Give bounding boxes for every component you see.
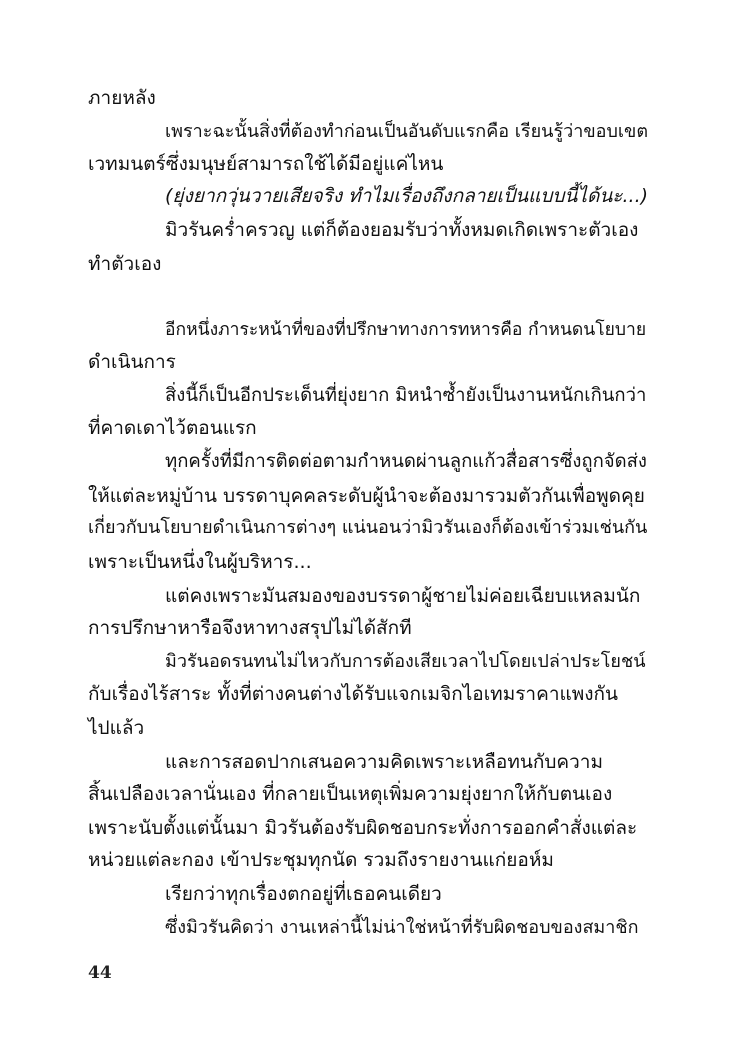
text-line: การปรึกษาหารือจึงหาทางสรุปไม่ได้สักที (88, 617, 412, 639)
text-line: ทำตัวเอง (88, 253, 162, 275)
text-line: หน่วยแต่ละกอง เข้าประชุมทุกนัด รวมถึงรายงานแก่ยอห์ม (88, 849, 554, 871)
text-line: แต่คงเพราะมันสมองของบรรดาผู้ชายไม่ค่อยเฉียบแหลมนัก (165, 585, 641, 607)
text-line: เวทมนตร์ซึ่งมนุษย์สามารถใช้ได้มีอยู่แค่ไหน (88, 153, 444, 175)
text-line: ทุกครั้งที่มีการติดต่อตามกำหนดผ่านลูกแก้วสื่อสารซึ่งถูกจัดส่ง (165, 451, 647, 472)
text-line: และการสอดปากเสนอความคิดเพราะเหลือทนกับความ (165, 751, 603, 773)
page-number: 44 (88, 963, 112, 983)
text-line: ให้แต่ละหมู่บ้าน บรรดาบุคคลระดับผู้นำจะต้องมารวมตัวกันเพื่อพูดคุย (88, 485, 645, 507)
text-line: ไปแล้ว (88, 717, 145, 739)
text-line: ที่คาดเดาไว้ตอนแรก (88, 417, 257, 439)
text-line: กับเรื่องไร้สาระ ทั้งที่ต่างคนต่างได้รับแจกเมจิกไอเทมราคาแพงกัน (88, 683, 619, 705)
text-line: มิวรันอดรนทนไม่ไหวกับการต้องเสียเวลาไปโดยเปล่าประโยชน์ (165, 651, 646, 672)
text-line: เพราะฉะนั้นสิ่งที่ต้องทำก่อนเป็นอันดับแรกคือ เรียนรู้ว่าขอบเขต (165, 121, 649, 142)
text-line: ภายหลัง (88, 87, 156, 109)
text-line-italic: (ยุ่งยากวุ่นวายเสียจริง ทำไมเรื่องถึงกลายเป็นแบบนี้ได้นะ...) (165, 185, 649, 207)
text-line: เพราะเป็นหนึ่งในผู้บริหาร... (88, 551, 312, 573)
text-line: เพราะนับตั้งแต่นั้นมา มิวรันต้องรับผิดชอบกระทั่งการออกคำสั่งแต่ละ (88, 817, 638, 839)
text-line: เรียกว่าทุกเรื่องตกอยู่ที่เธอคนเดียว (165, 883, 442, 905)
text-line: สิ้นเปลืองเวลานั่นเอง ที่กลายเป็นเหตุเพิ่มความยุ่งยากให้กับตนเอง (88, 783, 613, 805)
text-line: อีกหนึ่งภาระหน้าที่ของที่ปรึกษาทางการทหารคือ กำหนดนโยบาย (165, 320, 647, 340)
text-line: สิ่งนี้ก็เป็นอีกประเด็นที่ยุ่งยาก มิหนำซ้ำยังเป็นงานหนักเกินกว่า (165, 385, 647, 406)
text-line: มิวรันคร่ำครวญ แต่ก็ต้องยอมรับว่าทั้งหมดเกิดเพราะตัวเอง (165, 219, 639, 241)
text-line: เกี่ยวกับนโยบายดำเนินการต่างๆ แน่นอนว่ามิวรันเองก็ต้องเข้าร่วมเช่นกัน (88, 517, 648, 538)
text-line: ซึ่งมิวรันคิดว่า งานเหล่านี้ไม่น่าใช่หน้าที่รับผิดชอบของสมาชิก (165, 917, 639, 938)
text-line: ดำเนินการ (88, 351, 176, 373)
